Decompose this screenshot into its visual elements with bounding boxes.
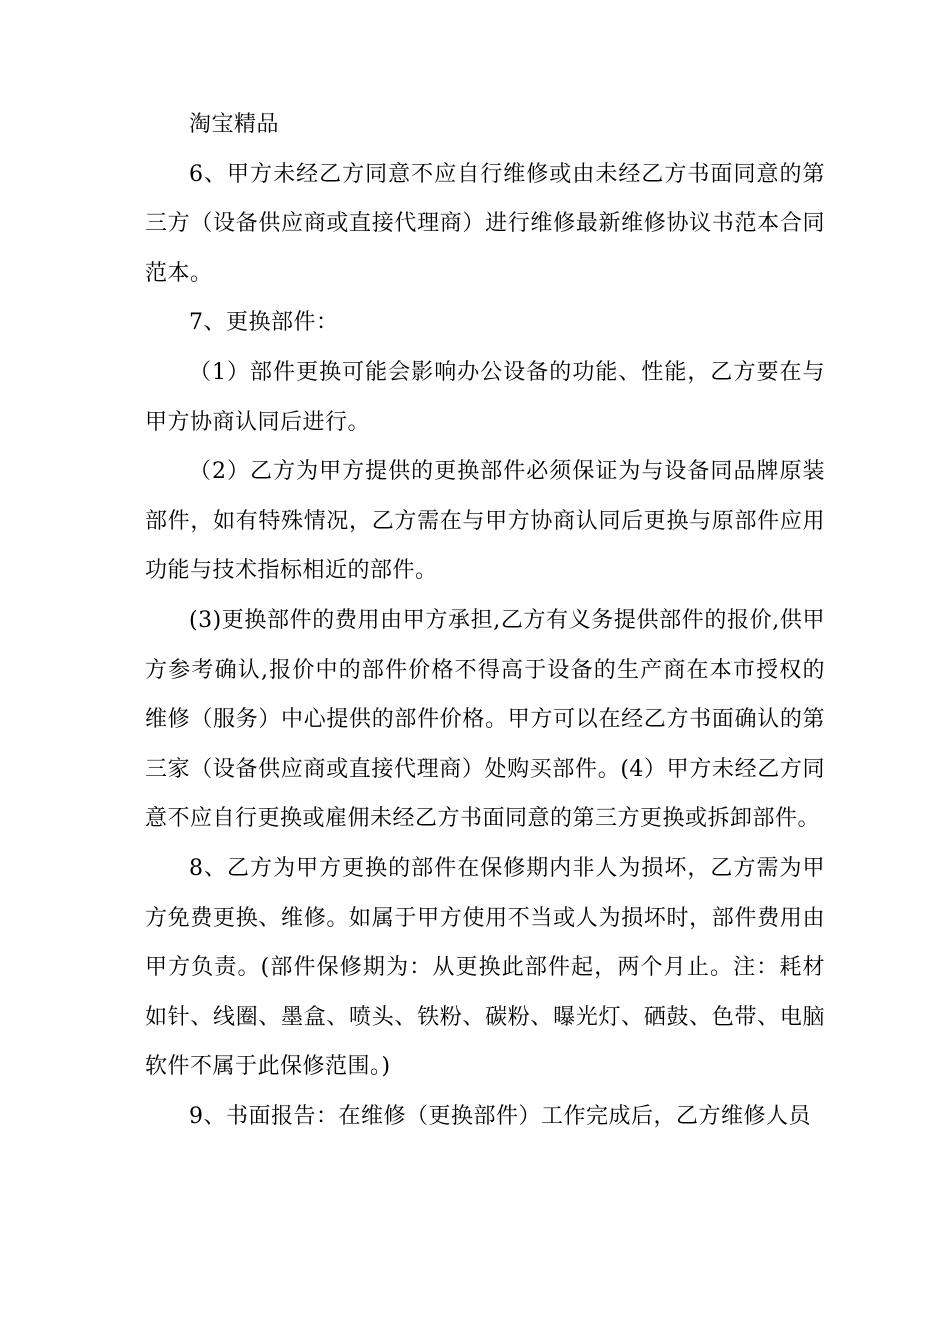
clause-9-paragraph: 9、书面报告：在维修（更换部件）工作完成后，乙方维修人员 [189,1103,811,1129]
clause-6-paragraph: 6、甲方未经乙方同意不应自行维修或由未经乙方书面同意的第三方（设备供应商或直接代理商）进行维修最新维修协议书范本合同范本。 [145,161,825,286]
document-body [145,100,825,1141]
clause-7-item-2: （2）乙方为甲方提供的更换部件必须保证为与设备同品牌原装部件，如有特殊情况，乙方需在与甲方协商认同后更换与原部件应用功能与技术指标相近的部件。 [145,459,825,584]
clause-7-item-1: （1）部件更换可能会影响办公设备的功能、性能，乙方要在与甲方协商认同后进行。 [145,359,825,435]
header-note: 淘宝精品 [189,112,280,137]
clause-7-heading: 7、更换部件： [189,310,339,336]
clause-8-paragraph: 8、乙方为甲方更换的部件在保修期内非人为损坏，乙方需为甲方免费更换、维修。如属于甲方使用不当或人为损坏时，部件费用由甲方负责。(部件保修期为：从更换此部件起，两个月止。注：耗材如针、线圈、墨盒、喷头、铁粉、碳粉、曝光灯、硒鼓、色带、电脑软件不属于此保修范围。) [145,855,825,1080]
clause-7-item-3-4: (3)更换部件的费用由甲方承担,乙方有义务提供部件的报价,供甲方参考确认,报价中的部件价格不得高于设备的生产商在本市授权的维修（服务）中心提供的部件价格。甲方可以在经乙方书面确认的第三家（设备供应商或直接代理商）处购买部件。(4）甲方未经乙方同意不应自行更换或雇佣未经乙方书面同意的第三方更换或拆卸部件。 [145,607,825,832]
